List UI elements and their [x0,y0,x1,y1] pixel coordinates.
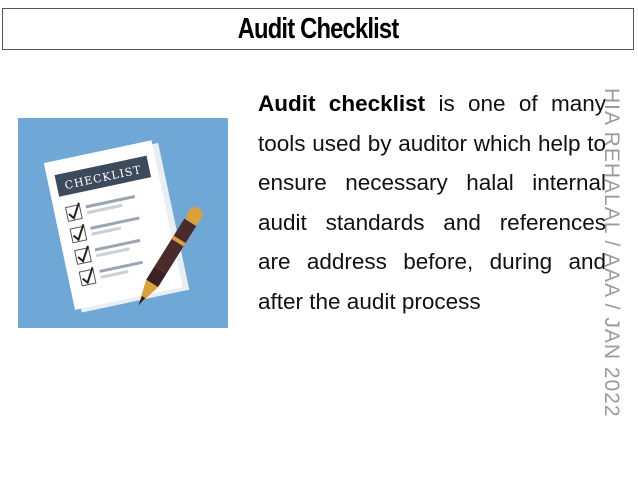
slide-title: Audit Checklist [237,12,399,45]
checklist-illustration [18,118,228,328]
body-lead-term: Audit checklist [258,91,426,116]
checklist-with-pen-icon [18,118,228,328]
title-bar [2,8,634,50]
side-watermark [598,88,624,418]
body-paragraph [258,84,606,321]
side-watermark-text: HIA REHALAL / AAA / JAN 2022 [600,88,623,418]
banner-label: CHECKLIST [63,163,143,193]
body-description: is one of many tools used by auditor which help to ensure necessary halal internal audit standards and references are address before, during and after the audit process [258,91,607,314]
